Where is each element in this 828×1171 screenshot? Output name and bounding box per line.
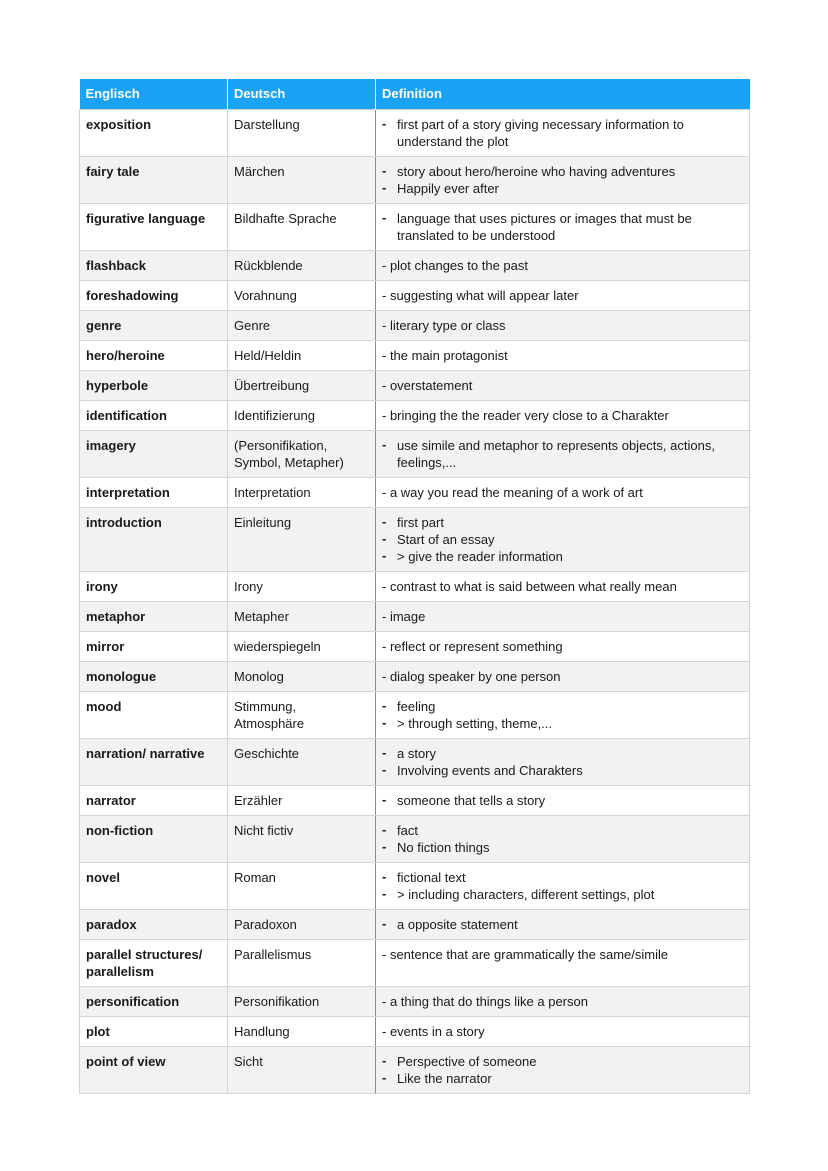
- table-row: [80, 340, 750, 370]
- definition-text: - a way you read the meaning of a work of art: [382, 484, 643, 500]
- term-german: Erzähler: [228, 785, 376, 815]
- table-row: [80, 939, 750, 986]
- term-english: narrator: [80, 785, 228, 815]
- definition-list: [382, 210, 743, 244]
- term-english: paradox: [80, 909, 228, 939]
- term-english: exposition: [80, 109, 228, 156]
- definition-cell: [376, 109, 750, 156]
- term-german: Märchen: [228, 156, 376, 203]
- definition-list: [382, 792, 743, 809]
- term-english: identification: [80, 400, 228, 430]
- table-row: [80, 430, 750, 477]
- table-row: [80, 738, 750, 785]
- table-row: [80, 785, 750, 815]
- definition-text: - reflect or represent something: [382, 638, 563, 654]
- table-row: [80, 631, 750, 661]
- vocabulary-table: [79, 79, 750, 1094]
- term-german: Personifikation: [228, 986, 376, 1016]
- definition-cell: [376, 601, 750, 631]
- table-row: [80, 986, 750, 1016]
- header-german: Deutsch: [228, 79, 376, 109]
- table-row: [80, 815, 750, 862]
- definition-cell: [376, 631, 750, 661]
- term-german: Übertreibung: [228, 370, 376, 400]
- definition-item: - > through setting, theme,...: [382, 715, 743, 732]
- term-german: Geschichte: [228, 738, 376, 785]
- term-german: Stimmung, Atmosphäre: [228, 691, 376, 738]
- definition-list: [382, 116, 743, 150]
- header-definition: Definition: [376, 79, 750, 109]
- term-english: personification: [80, 986, 228, 1016]
- table-row: [80, 1046, 750, 1093]
- header-english: Englisch: [80, 79, 228, 109]
- definition-item: - No fiction things: [382, 839, 743, 856]
- vocabulary-sheet: [79, 79, 749, 1094]
- term-german: Darstellung: [228, 109, 376, 156]
- definition-cell: [376, 815, 750, 862]
- definition-text: - dialog speaker by one person: [382, 668, 561, 684]
- definition-text: - suggesting what will appear later: [382, 287, 579, 303]
- definition-cell: [376, 203, 750, 250]
- definition-cell: [376, 986, 750, 1016]
- term-german: Rückblende: [228, 250, 376, 280]
- term-english: mirror: [80, 631, 228, 661]
- term-german: Interpretation: [228, 477, 376, 507]
- definition-cell: [376, 691, 750, 738]
- table-row: [80, 1016, 750, 1046]
- term-german: Monolog: [228, 661, 376, 691]
- definition-text: - plot changes to the past: [382, 257, 528, 273]
- table-row: [80, 601, 750, 631]
- definition-item: - first part of a story giving necessary information to understand the plot: [382, 116, 743, 150]
- table-row: [80, 862, 750, 909]
- definition-item: - Happily ever after: [382, 180, 743, 197]
- table-body: [80, 109, 750, 1093]
- table-row: [80, 909, 750, 939]
- term-german: wiederspiegeln: [228, 631, 376, 661]
- definition-text: - bringing the the reader very close to a Charakter: [382, 407, 669, 423]
- definition-cell: [376, 430, 750, 477]
- term-german: Identifizierung: [228, 400, 376, 430]
- definition-list: [382, 822, 743, 856]
- term-english: parallel structures/ parallelism: [80, 939, 228, 986]
- definition-cell: [376, 571, 750, 601]
- term-german: (Personifikation, Symbol, Metapher): [228, 430, 376, 477]
- table-row: [80, 310, 750, 340]
- definition-item: - Perspective of someone: [382, 1053, 743, 1070]
- definition-list: [382, 514, 743, 565]
- table-row: [80, 250, 750, 280]
- definition-item: - > including characters, different settings, plot: [382, 886, 743, 903]
- term-german: Metapher: [228, 601, 376, 631]
- term-english: narration/ narrative: [80, 738, 228, 785]
- table-header-row: [80, 79, 750, 109]
- table-row: [80, 280, 750, 310]
- definition-cell: [376, 250, 750, 280]
- table-row: [80, 477, 750, 507]
- definition-cell: [376, 862, 750, 909]
- definition-item: - story about hero/heroine who having adventures: [382, 163, 743, 180]
- term-english: point of view: [80, 1046, 228, 1093]
- definition-cell: [376, 1046, 750, 1093]
- term-english: metaphor: [80, 601, 228, 631]
- definition-list: [382, 745, 743, 779]
- table-row: [80, 571, 750, 601]
- definition-item: - fact: [382, 822, 743, 839]
- definition-cell: [376, 909, 750, 939]
- term-english: introduction: [80, 507, 228, 571]
- definition-item: - a opposite statement: [382, 916, 743, 933]
- definition-list: [382, 163, 743, 197]
- table-row: [80, 203, 750, 250]
- term-english: non-fiction: [80, 815, 228, 862]
- table-row: [80, 691, 750, 738]
- term-english: hyperbole: [80, 370, 228, 400]
- term-german: Bildhafte Sprache: [228, 203, 376, 250]
- term-german: Einleitung: [228, 507, 376, 571]
- definition-cell: [376, 477, 750, 507]
- definition-cell: [376, 280, 750, 310]
- definition-cell: [376, 400, 750, 430]
- definition-list: [382, 698, 743, 732]
- term-english: novel: [80, 862, 228, 909]
- definition-list: [382, 869, 743, 903]
- term-german: Irony: [228, 571, 376, 601]
- term-german: Vorahnung: [228, 280, 376, 310]
- definition-cell: [376, 370, 750, 400]
- definition-cell: [376, 661, 750, 691]
- term-english: irony: [80, 571, 228, 601]
- term-english: fairy tale: [80, 156, 228, 203]
- term-english: flashback: [80, 250, 228, 280]
- definition-list: [382, 437, 743, 471]
- table-row: [80, 400, 750, 430]
- definition-item: - Start of an essay: [382, 531, 743, 548]
- definition-cell: [376, 156, 750, 203]
- term-english: interpretation: [80, 477, 228, 507]
- definition-item: - language that uses pictures or images that must be translated to be understood: [382, 210, 743, 244]
- term-english: figurative language: [80, 203, 228, 250]
- definition-item: - someone that tells a story: [382, 792, 743, 809]
- definition-item: - feeling: [382, 698, 743, 715]
- definition-text: - contrast to what is said between what really mean: [382, 578, 677, 594]
- term-german: Genre: [228, 310, 376, 340]
- definition-text: - events in a story: [382, 1023, 485, 1039]
- table-row: [80, 507, 750, 571]
- definition-text: - the main protagonist: [382, 347, 508, 363]
- definition-text: - a thing that do things like a person: [382, 993, 588, 1009]
- term-german: Roman: [228, 862, 376, 909]
- definition-item: - Involving events and Charakters: [382, 762, 743, 779]
- term-german: Sicht: [228, 1046, 376, 1093]
- term-english: plot: [80, 1016, 228, 1046]
- definition-list: [382, 916, 743, 933]
- definition-cell: [376, 310, 750, 340]
- term-german: Paradoxon: [228, 909, 376, 939]
- definition-item: - fictional text: [382, 869, 743, 886]
- definition-text: - literary type or class: [382, 317, 506, 333]
- definition-cell: [376, 507, 750, 571]
- definition-text: - overstatement: [382, 377, 473, 393]
- term-german: Handlung: [228, 1016, 376, 1046]
- term-english: foreshadowing: [80, 280, 228, 310]
- definition-item: - a story: [382, 745, 743, 762]
- table-row: [80, 661, 750, 691]
- term-german: Nicht fictiv: [228, 815, 376, 862]
- term-english: monologue: [80, 661, 228, 691]
- definition-item: - use simile and metaphor to represents objects, actions, feelings,...: [382, 437, 743, 471]
- definition-item: - first part: [382, 514, 743, 531]
- definition-cell: [376, 1016, 750, 1046]
- table-row: [80, 370, 750, 400]
- definition-cell: [376, 939, 750, 986]
- term-english: genre: [80, 310, 228, 340]
- definition-item: - Like the narrator: [382, 1070, 743, 1087]
- definition-cell: [376, 738, 750, 785]
- table-row: [80, 109, 750, 156]
- definition-text: - sentence that are grammatically the same/simile: [382, 946, 669, 962]
- table-row: [80, 156, 750, 203]
- definition-item: - > give the reader information: [382, 548, 743, 565]
- term-german: Held/Heldin: [228, 340, 376, 370]
- definition-text: - image: [382, 608, 426, 624]
- definition-list: [382, 1053, 743, 1087]
- term-english: imagery: [80, 430, 228, 477]
- term-english: mood: [80, 691, 228, 738]
- definition-cell: [376, 785, 750, 815]
- term-english: hero/heroine: [80, 340, 228, 370]
- definition-cell: [376, 340, 750, 370]
- term-german: Parallelismus: [228, 939, 376, 986]
